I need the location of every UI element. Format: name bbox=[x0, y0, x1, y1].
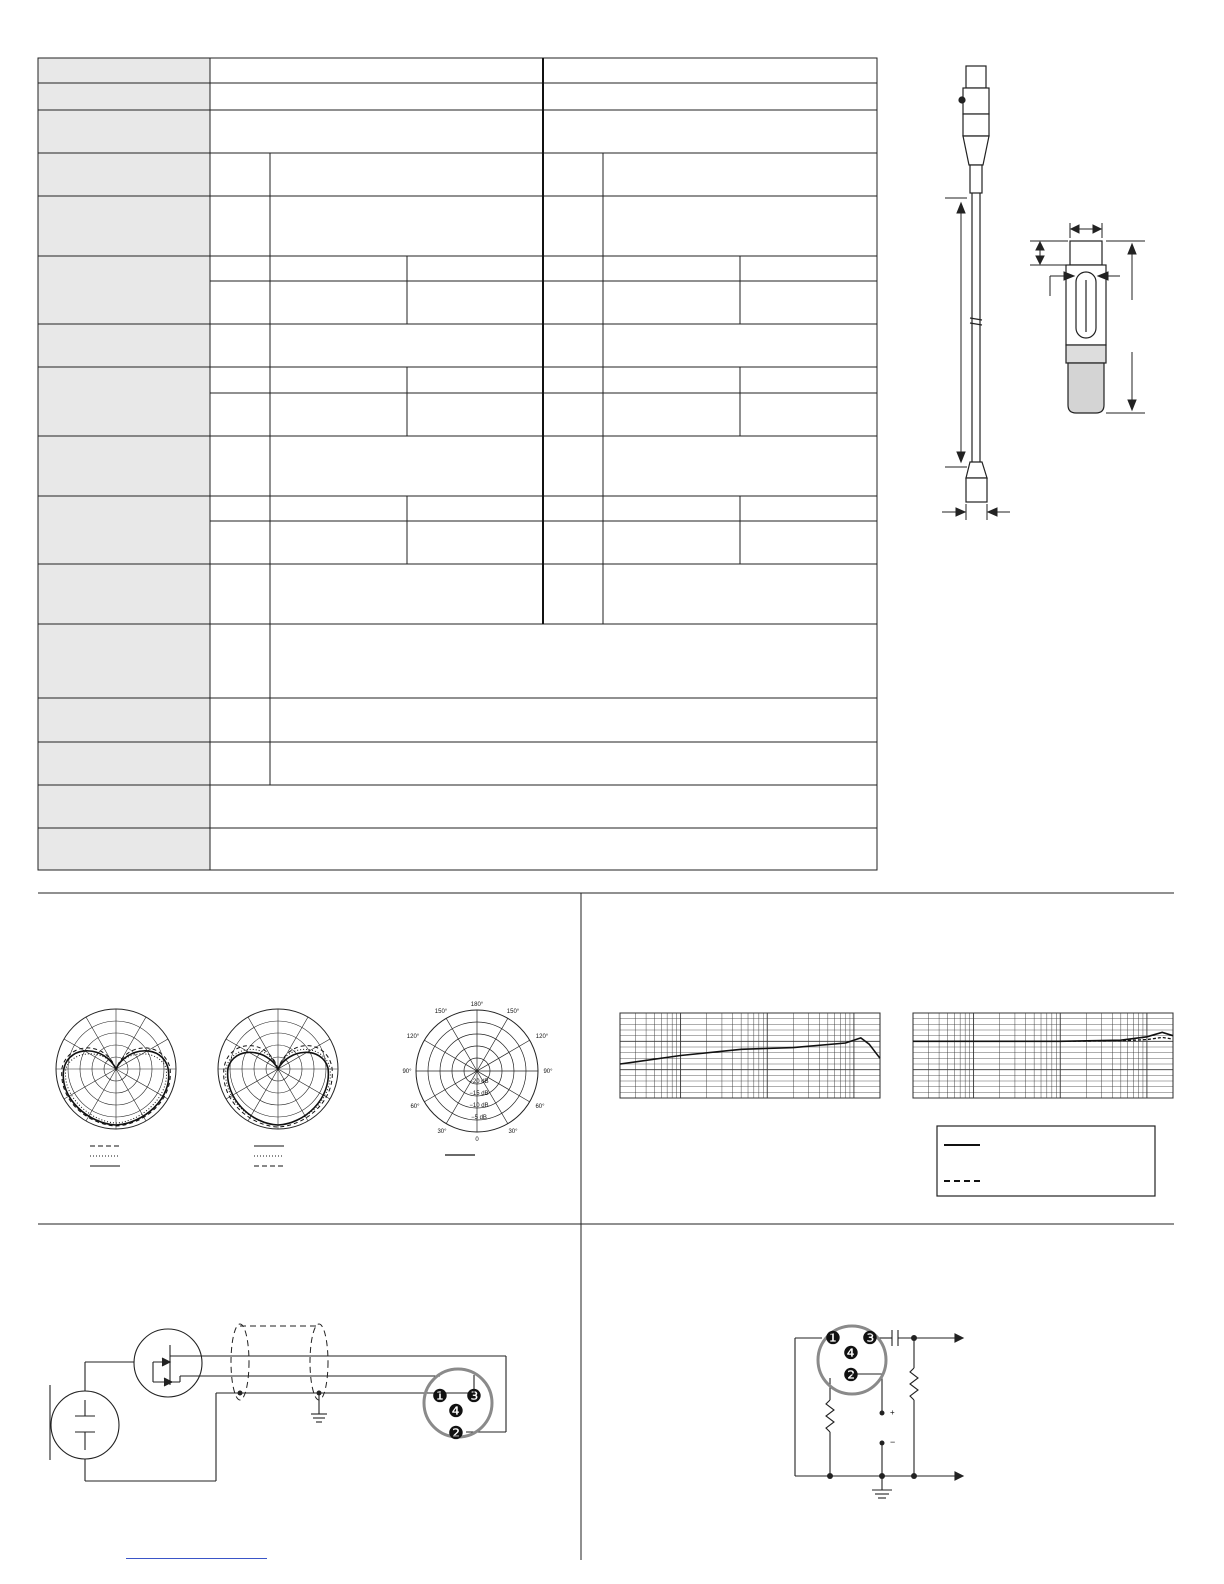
angle-label: 120° bbox=[535, 1034, 549, 1040]
plus-sign: + bbox=[890, 1408, 895, 1417]
cable-length-arrow bbox=[945, 198, 967, 467]
pin-4: ❹ bbox=[842, 1343, 860, 1363]
plot-frame bbox=[913, 1013, 1173, 1098]
frequency-response-chart-left bbox=[615, 1008, 885, 1108]
angle-label: 90° bbox=[543, 1069, 553, 1075]
pin-1: ❶ bbox=[824, 1328, 842, 1348]
plot-frame bbox=[620, 1013, 880, 1098]
ring-label: −10 dB bbox=[469, 1103, 489, 1109]
minus-sign: − bbox=[890, 1437, 896, 1447]
pin-2: ❷ bbox=[447, 1423, 465, 1443]
angle-label: 0 bbox=[475, 1137, 479, 1143]
microphone-dimension-drawing bbox=[900, 50, 1200, 530]
angle-label: 150° bbox=[506, 1009, 520, 1015]
pin-1: ❶ bbox=[431, 1386, 449, 1406]
cable-shield bbox=[231, 1324, 328, 1400]
pin-3: ❸ bbox=[465, 1386, 483, 1406]
angle-label: 60° bbox=[535, 1104, 545, 1110]
ring-label: −20 dB bbox=[469, 1079, 489, 1085]
wiring-diagram-left bbox=[40, 1320, 540, 1520]
angle-label: 180° bbox=[470, 1002, 484, 1008]
spec-table-label-column bbox=[38, 58, 210, 870]
pin-4: ❹ bbox=[447, 1401, 465, 1421]
diameter-arrows bbox=[942, 504, 1010, 520]
frequency-legend bbox=[936, 1125, 1158, 1199]
wiring-diagram-right bbox=[780, 1310, 980, 1510]
polar-pattern-left bbox=[50, 1004, 190, 1174]
web-link-underline[interactable] bbox=[126, 1558, 267, 1559]
ta4f-connector-body bbox=[966, 66, 986, 88]
angle-label: 120° bbox=[406, 1034, 420, 1040]
angle-label: 60° bbox=[410, 1104, 420, 1110]
angle-label: 90° bbox=[402, 1069, 412, 1075]
pin-3: ❸ bbox=[861, 1328, 879, 1348]
ring-label: −15 dB bbox=[469, 1091, 489, 1097]
pin-2: ❷ bbox=[842, 1365, 860, 1385]
capsule-closeup bbox=[1066, 241, 1106, 413]
frequency-response-chart-right bbox=[908, 1008, 1178, 1108]
polar-chart-blank bbox=[395, 998, 565, 1168]
ring-label: −5 dB bbox=[471, 1115, 487, 1121]
angle-label: 150° bbox=[434, 1009, 448, 1015]
polar-pattern-middle bbox=[212, 1004, 352, 1174]
angle-label: 30° bbox=[508, 1129, 518, 1135]
angle-label: 30° bbox=[437, 1129, 447, 1135]
